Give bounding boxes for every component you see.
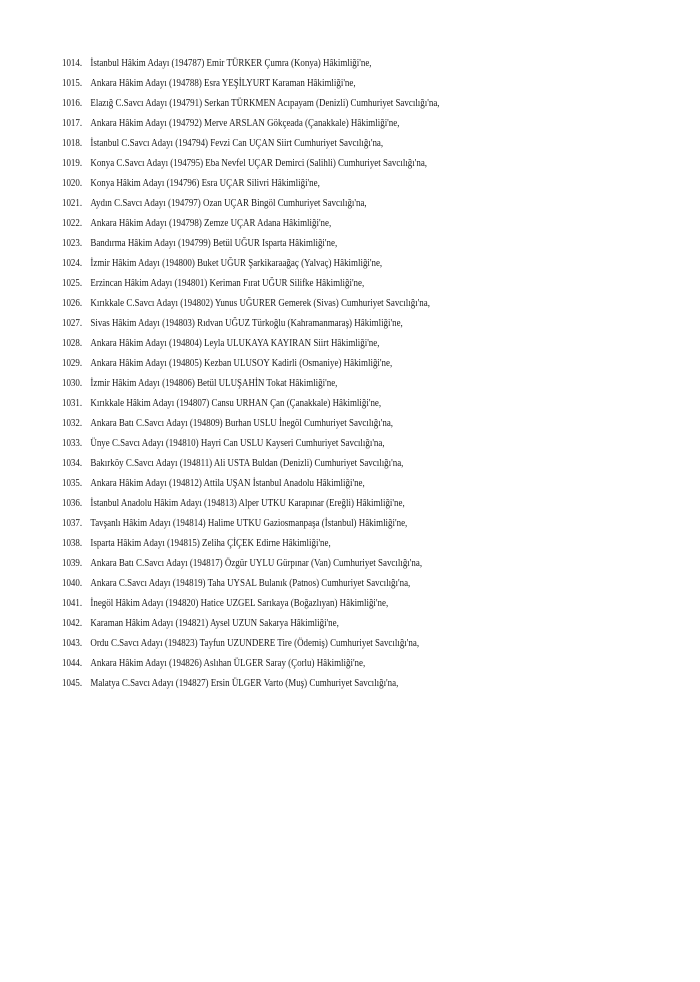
entry-number: 1038. <box>62 538 83 549</box>
entry-text: İzmir Hâkim Adayı (194800) Buket UĞUR Şarkikaraağaç (Yalvaç) Hâkimliği'ne, <box>90 258 383 269</box>
list-item <box>62 418 595 438</box>
entry-number: 1022. <box>62 218 83 229</box>
entry-text: Isparta Hâkim Adayı (194815) Zeliha ÇİÇEK Edirne Hâkimliği'ne, <box>90 538 331 549</box>
entry-number: 1041. <box>62 598 83 609</box>
list-item <box>62 298 595 318</box>
entry-text: Ünye C.Savcı Adayı (194810) Hayri Can USLU Kayseri Cumhuriyet Savcılığı'na, <box>90 438 385 449</box>
entry-text: İstanbul Hâkim Adayı (194787) Emir TÜRKER Çumra (Konya) Hâkimliği'ne, <box>90 58 372 69</box>
list-item <box>62 578 595 598</box>
entry-number: 1036. <box>62 498 83 509</box>
entry-number: 1021. <box>62 198 83 209</box>
entry-number: 1028. <box>62 338 83 349</box>
list-item <box>62 398 595 418</box>
entry-text: Ankara Hâkim Adayı (194788) Esra YEŞİLYURT Karaman Hâkimliği'ne, <box>90 78 356 89</box>
entry-number: 1040. <box>62 578 83 589</box>
list-item <box>62 598 595 618</box>
entry-number: 1037. <box>62 518 83 529</box>
entry-number: 1031. <box>62 398 83 409</box>
entry-text: Ankara Hâkim Adayı (194812) Attila UŞAN İstanbul Anadolu Hâkimliği'ne, <box>90 478 365 489</box>
entry-number: 1039. <box>62 558 83 569</box>
entry-text: Ankara Hâkim Adayı (194826) Aslıhan ÜLGER Saray (Çorlu) Hâkimliği'ne, <box>90 658 366 669</box>
list-item <box>62 98 595 118</box>
entry-number: 1018. <box>62 138 83 149</box>
list-item <box>62 618 595 638</box>
list-item <box>62 78 595 98</box>
entry-text: Ankara Hâkim Adayı (194805) Kezban ULUSOY Kadirli (Osmaniye) Hâkimliği'ne, <box>90 358 393 369</box>
list-item <box>62 498 595 518</box>
entry-text: İnegöl Hâkim Adayı (194820) Hatice UZGEL Sarıkaya (Boğazlıyan) Hâkimliği'ne, <box>90 598 389 609</box>
list-item <box>62 198 595 218</box>
entry-text: Konya C.Savcı Adayı (194795) Eba Nevfel UÇAR Demirci (Salihli) Cumhuriyet Savcılığı'na, <box>90 158 428 169</box>
entry-number: 1027. <box>62 318 83 329</box>
list-item <box>62 358 595 378</box>
list-item <box>62 138 595 158</box>
entry-text: Malatya C.Savcı Adayı (194827) Ersin ÜLGER Varto (Muş) Cumhuriyet Savcılığı'na, <box>90 678 399 689</box>
entry-text: Tavşanlı Hâkim Adayı (194814) Halime UTKU Gaziosmanpaşa (İstanbul) Hâkimliği'ne, <box>90 518 408 529</box>
entry-text: Ankara Hâkim Adayı (194804) Leyla ULUKAYA KAYIRAN Siirt Hâkimliği'ne, <box>90 338 380 349</box>
entry-number: 1019. <box>62 158 83 169</box>
entry-number: 1015. <box>62 78 83 89</box>
entry-text: Aydın C.Savcı Adayı (194797) Ozan UÇAR Bingöl Cumhuriyet Savcılığı'na, <box>90 198 367 209</box>
entry-text: Ordu C.Savcı Adayı (194823) Tayfun UZUNDERE Tire (Ödemiş) Cumhuriyet Savcılığı'na, <box>90 638 420 649</box>
list-item <box>62 278 595 298</box>
list-item <box>62 58 595 78</box>
entry-number: 1033. <box>62 438 83 449</box>
list-item <box>62 658 595 678</box>
entry-number: 1026. <box>62 298 83 309</box>
entry-number: 1023. <box>62 238 83 249</box>
list-item <box>62 518 595 538</box>
entry-number: 1032. <box>62 418 83 429</box>
entry-number: 1042. <box>62 618 83 629</box>
list-item <box>62 218 595 238</box>
entry-text: Ankara C.Savcı Adayı (194819) Taha UYSAL Bulanık (Patnos) Cumhuriyet Savcılığı'na, <box>90 578 411 589</box>
entry-number: 1034. <box>62 458 83 469</box>
entry-text: Kırıkkale C.Savcı Adayı (194802) Yunus UĞURER Gemerek (Sivas) Cumhuriyet Savcılığı'na, <box>90 298 430 309</box>
entry-text: Ankara Batı C.Savcı Adayı (194817) Özgür UYLU Gürpınar (Van) Cumhuriyet Savcılığı'na, <box>90 558 423 569</box>
list-item <box>62 438 595 458</box>
list-item <box>62 318 595 338</box>
entry-number: 1044. <box>62 658 83 669</box>
appointment-list <box>62 58 682 698</box>
entry-text: Bakırköy C.Savcı Adayı (194811) Ali USTA Buldan (Denizli) Cumhuriyet Savcılığı'na, <box>90 458 404 469</box>
list-item <box>62 638 595 658</box>
list-item <box>62 118 595 138</box>
entry-text: Kırıkkale Hâkim Adayı (194807) Cansu URHAN Çan (Çanakkale) Hâkimliği'ne, <box>90 398 382 409</box>
list-item <box>62 678 595 698</box>
list-item <box>62 178 595 198</box>
entry-text: Ankara Batı C.Savcı Adayı (194809) Burhan USLU İnegöl Cumhuriyet Savcılığı'na, <box>90 418 394 429</box>
entry-number: 1043. <box>62 638 83 649</box>
list-item <box>62 258 595 278</box>
entry-text: Konya Hâkim Adayı (194796) Esra UÇAR Silivri Hâkimliği'ne, <box>90 178 320 189</box>
entry-text: Bandırma Hâkim Adayı (194799) Betül UĞUR Isparta Hâkimliği'ne, <box>90 238 338 249</box>
entry-number: 1045. <box>62 678 83 689</box>
entry-text: İstanbul Anadolu Hâkim Adayı (194813) Alper UTKU Karapınar (Ereğli) Hâkimliği'ne, <box>90 498 405 509</box>
list-item <box>62 158 595 178</box>
list-item <box>62 238 595 258</box>
list-item <box>62 458 595 478</box>
entry-text: Elazığ C.Savcı Adayı (194791) Serkan TÜRKMEN Acıpayam (Denizli) Cumhuriyet Savcılığı'na, <box>90 98 440 109</box>
entry-number: 1035. <box>62 478 83 489</box>
entry-text: İstanbul C.Savcı Adayı (194794) Fevzi Can UÇAN Siirt Cumhuriyet Savcılığı'na, <box>90 138 384 149</box>
entry-number: 1025. <box>62 278 83 289</box>
entry-text: İzmir Hâkim Adayı (194806) Betül ULUŞAHİN Tokat Hâkimliği'ne, <box>90 378 338 389</box>
entry-text: Ankara Hâkim Adayı (194798) Zemze UÇAR Adana Hâkimliği'ne, <box>90 218 332 229</box>
list-item <box>62 338 595 358</box>
entry-number: 1020. <box>62 178 83 189</box>
entry-number: 1016. <box>62 98 83 109</box>
entry-number: 1024. <box>62 258 83 269</box>
list-item <box>62 478 595 498</box>
entry-number: 1017. <box>62 118 83 129</box>
entry-number: 1029. <box>62 358 83 369</box>
entry-number: 1014. <box>62 58 83 69</box>
list-item <box>62 378 595 398</box>
entry-text: Karaman Hâkim Adayı (194821) Aysel UZUN Sakarya Hâkimliği'ne, <box>90 618 339 629</box>
entry-text: Erzincan Hâkim Adayı (194801) Keriman Fırat UĞUR Silifke Hâkimliği'ne, <box>90 278 365 289</box>
entry-text: Ankara Hâkim Adayı (194792) Merve ARSLAN Gökçeada (Çanakkale) Hâkimliği'ne, <box>90 118 400 129</box>
entry-text: Sivas Hâkim Adayı (194803) Rıdvan UĞUZ Türkoğlu (Kahramanmaraş) Hâkimliği'ne, <box>90 318 403 329</box>
entry-number: 1030. <box>62 378 83 389</box>
list-item <box>62 538 595 558</box>
list-item <box>62 558 595 578</box>
